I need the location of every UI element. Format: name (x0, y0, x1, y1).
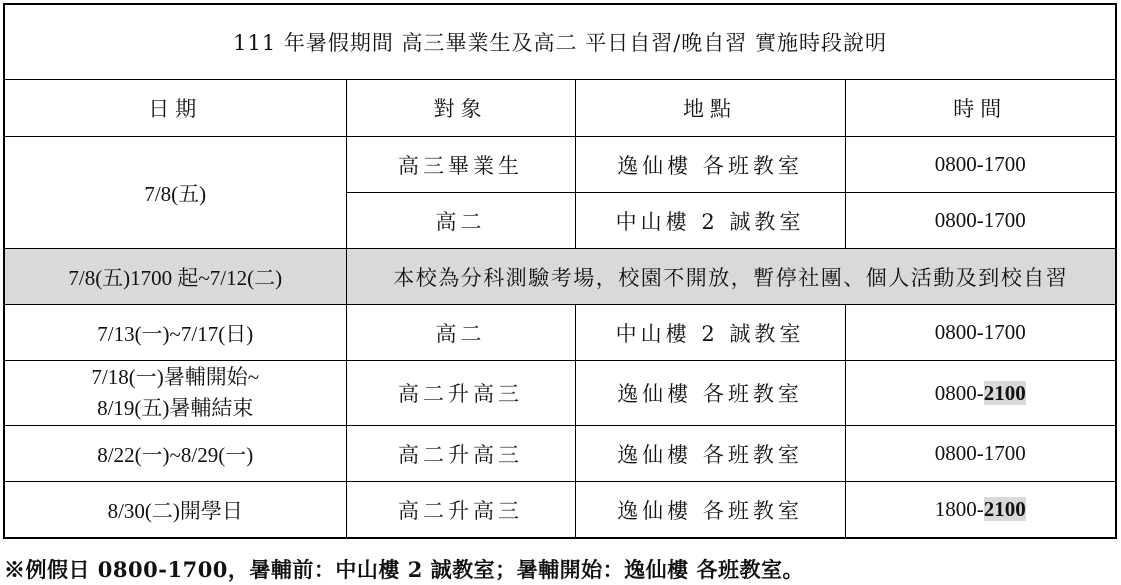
closure-notice: 本校為分科測驗考場，校園不開放，暫停社團、個人活動及到校自習 (346, 249, 1116, 305)
date-cell: 7/8(五) (4, 137, 346, 249)
date-line-2: 8/19(五)暑輔結束 (97, 396, 254, 420)
target-cell: 高二升高三 (346, 426, 575, 482)
table-row (4, 361, 1116, 426)
table-row (4, 137, 1116, 193)
time-prefix: 1800- (934, 497, 984, 521)
table-row (4, 426, 1116, 482)
location-cell: 中山樓 2 誠教室 (575, 193, 845, 249)
location-cell: 逸仙樓 各班教室 (575, 361, 845, 426)
footnote: ※例假日 0800-1700，暑輔前：中山樓 2 誠教室；暑輔開始：逸仙樓 各班教室。 (4, 557, 804, 582)
header-target: 對象 (346, 80, 575, 137)
date-line-1: 7/18(一)暑輔開始~ (91, 365, 260, 389)
date-cell: 7/8(五)1700 起~7/12(二) (4, 249, 346, 305)
target-cell: 高三畢業生 (346, 137, 575, 193)
time-cell: 0800-1700 (845, 426, 1116, 482)
target-cell: 高二升高三 (346, 361, 575, 426)
date-cell (4, 361, 346, 426)
table-row (4, 482, 1116, 539)
time-cell: 0800-1700 (845, 193, 1116, 249)
date-cell: 8/30(二)開學日 (4, 482, 346, 539)
date-cell: 7/13(一)~7/17(日) (4, 305, 346, 361)
time-highlight: 2100 (983, 497, 1026, 521)
time-cell: 0800-1700 (845, 305, 1116, 361)
header-date: 日期 (4, 80, 346, 137)
target-cell: 高二 (346, 305, 575, 361)
target-cell: 高二升高三 (346, 482, 575, 539)
header-time: 時間 (845, 80, 1116, 137)
location-cell: 逸仙樓 各班教室 (575, 482, 845, 539)
table-title: 111 年暑假期間 高三畢業生及高二 平日自習/晚自習 實施時段說明 (4, 4, 1116, 80)
date-cell: 8/22(一)~8/29(一) (4, 426, 346, 482)
schedule-table (3, 3, 1117, 539)
header-location: 地點 (575, 80, 845, 137)
time-cell (845, 482, 1116, 539)
header-row (4, 80, 1116, 137)
time-prefix: 0800- (934, 380, 984, 405)
target-cell: 高二 (346, 193, 575, 249)
location-cell: 逸仙樓 各班教室 (575, 426, 845, 482)
time-highlight: 2100 (983, 380, 1026, 405)
location-cell: 中山樓 2 誠教室 (575, 305, 845, 361)
table-row-closure (4, 249, 1116, 305)
time-cell: 0800-1700 (845, 137, 1116, 193)
location-cell: 逸仙樓 各班教室 (575, 137, 845, 193)
table-row (4, 305, 1116, 361)
time-cell (845, 361, 1116, 426)
